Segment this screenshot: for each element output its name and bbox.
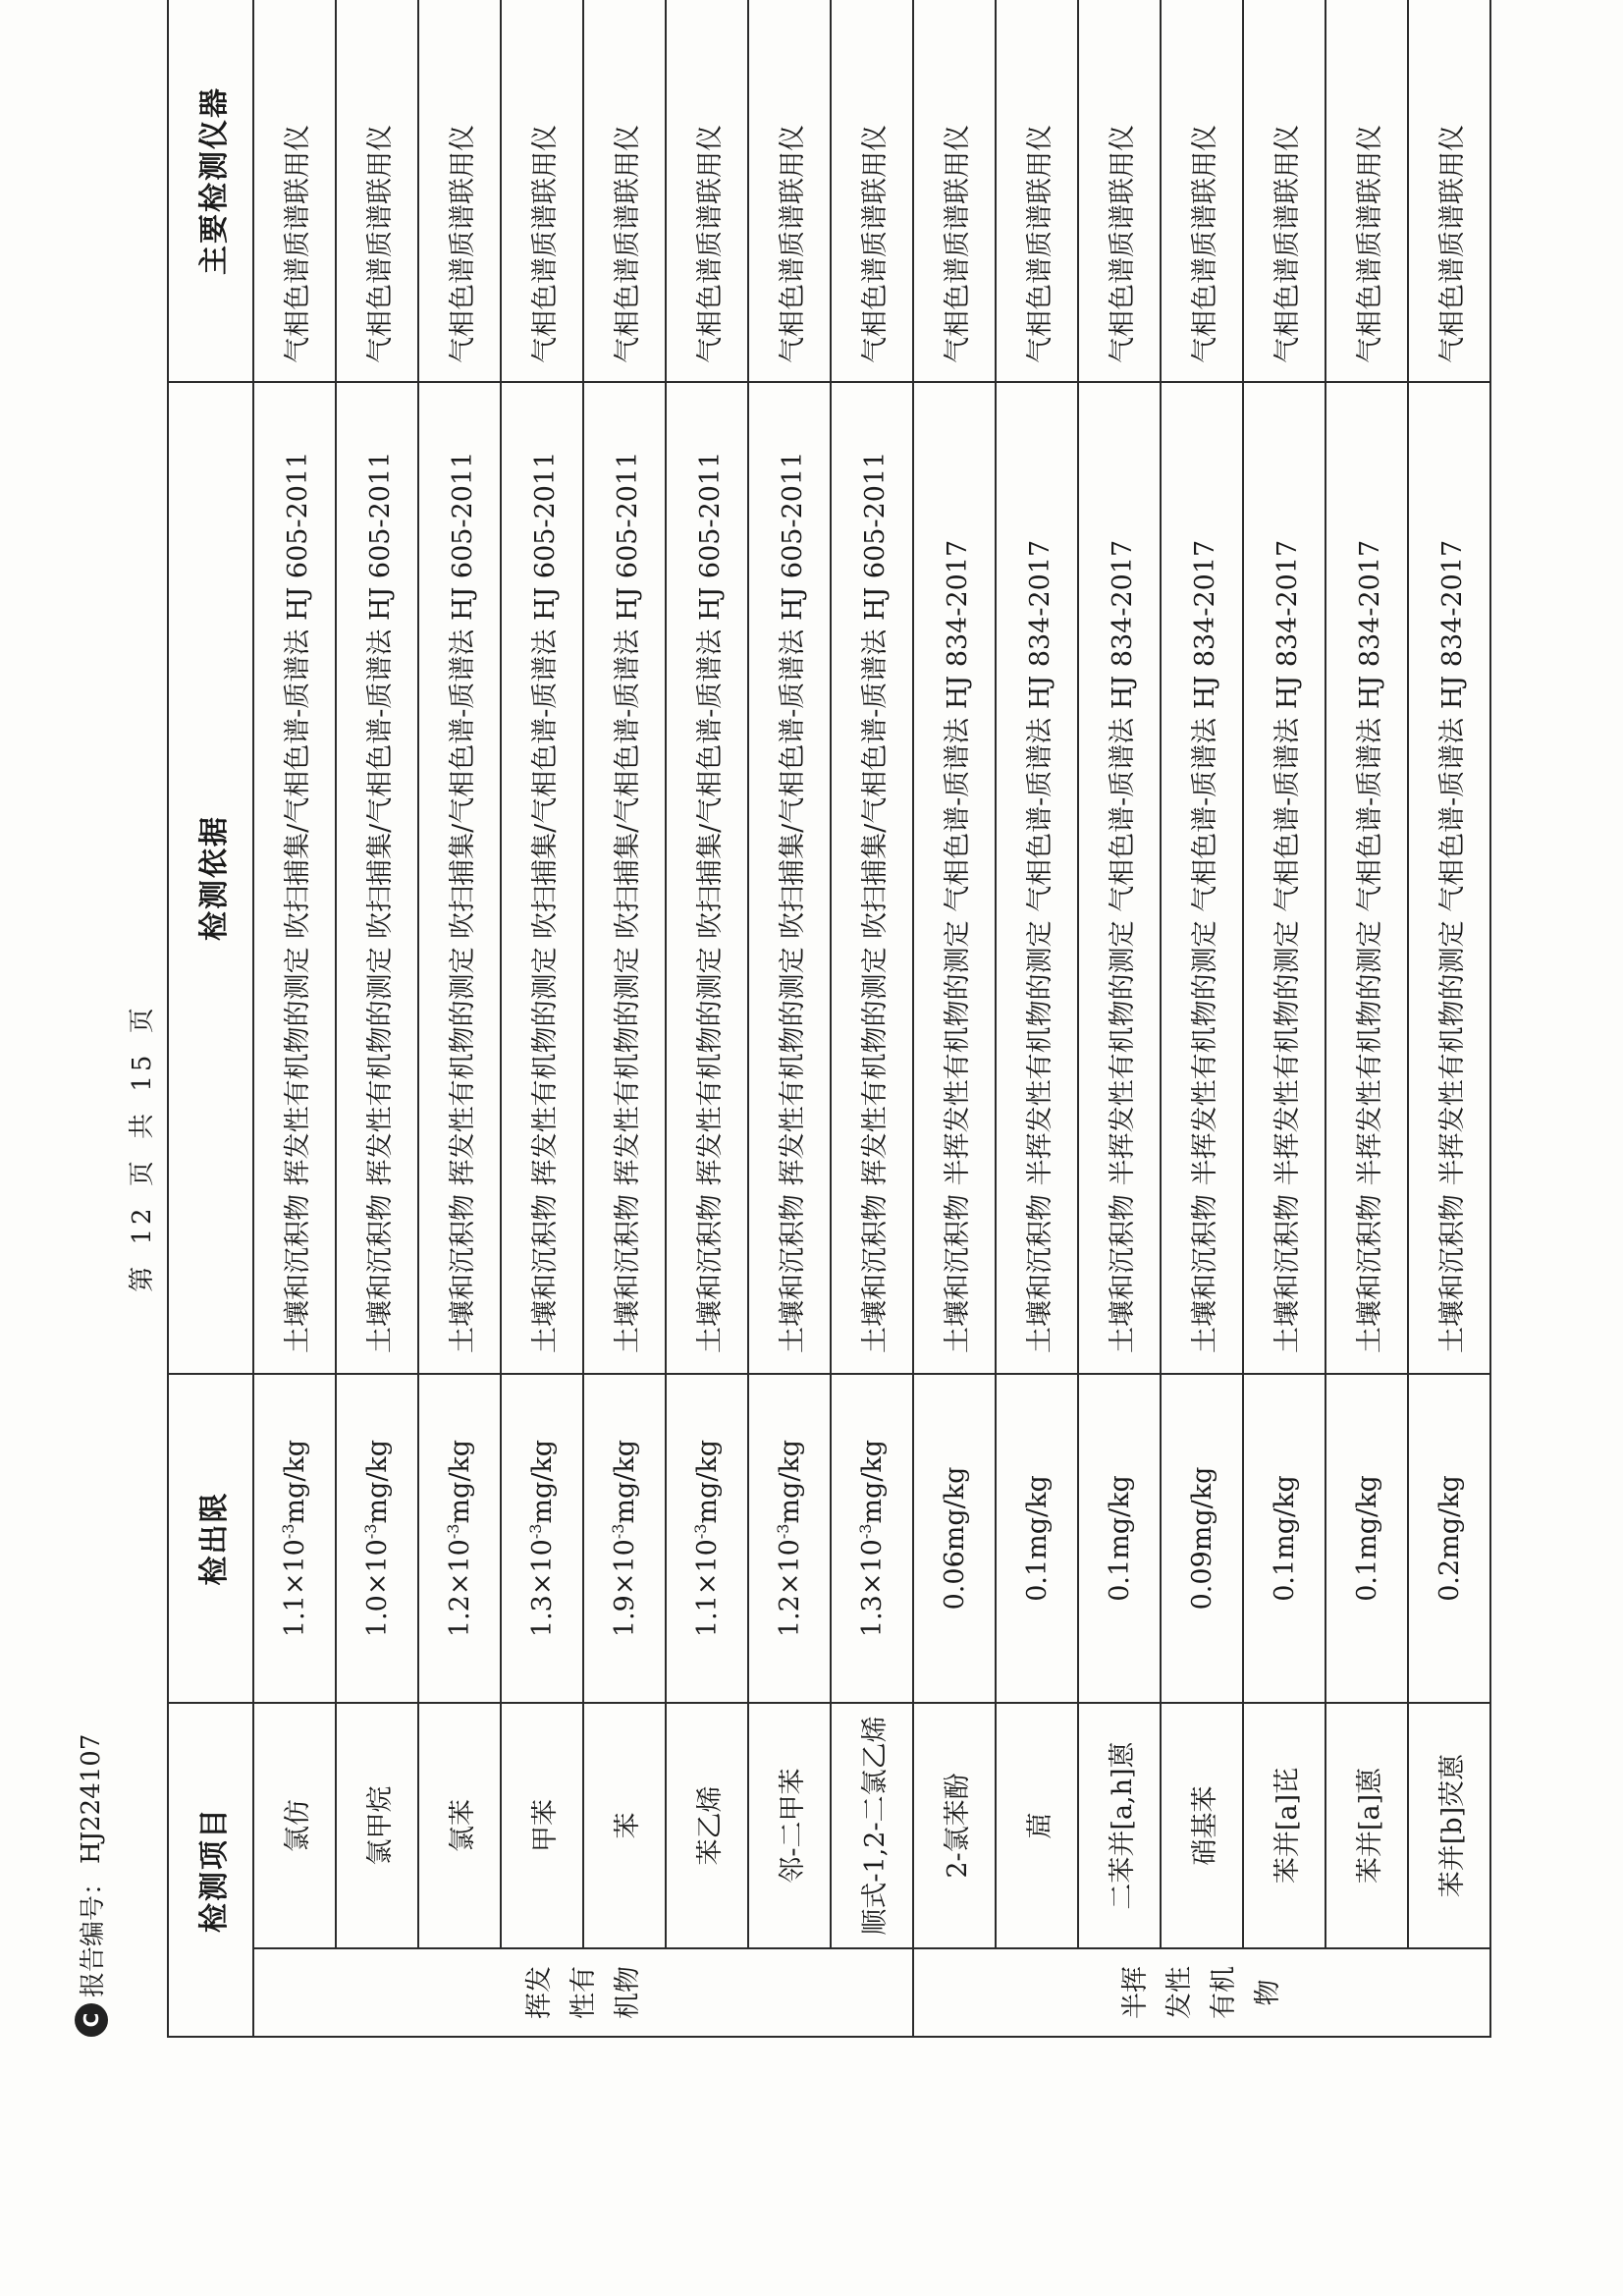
limit-unit: mg/kg bbox=[775, 1439, 805, 1524]
limit-cell bbox=[1243, 1374, 1325, 1703]
table-row bbox=[253, 0, 336, 2037]
instrument-cell: 气相色谱质谱联用仪 bbox=[1243, 0, 1325, 382]
item-cell: 氯甲烷 bbox=[336, 1703, 418, 1948]
limit-value: 0.1mg/kg bbox=[1021, 1475, 1053, 1602]
basis-cell: 土壤和沉积物 挥发性有机物的测定 吹扫捕集/气相色谱-质谱法 HJ 605-2011 bbox=[336, 382, 418, 1374]
item-cell: 邻-二甲苯 bbox=[748, 1703, 831, 1948]
basis-cell: 土壤和沉积物 半挥发性有机物的测定 气相色谱-质谱法 HJ 834-2017 bbox=[1408, 382, 1490, 1374]
instrument-cell: 气相色谱质谱联用仪 bbox=[913, 0, 996, 382]
table-row bbox=[1161, 0, 1243, 2037]
limit-unit: mg/kg bbox=[857, 1439, 888, 1524]
instrument-cell: 气相色谱质谱联用仪 bbox=[748, 0, 831, 382]
limit-cell bbox=[418, 1374, 501, 1703]
page-number: 第 12 页 共 15 页 bbox=[128, 1004, 157, 1292]
limit-value: 0.09mg/kg bbox=[1186, 1466, 1217, 1611]
limit-cell bbox=[913, 1374, 996, 1703]
limit-exponent: -3 bbox=[691, 1523, 710, 1540]
basis-cell: 土壤和沉积物 半挥发性有机物的测定 气相色谱-质谱法 HJ 834-2017 bbox=[913, 382, 996, 1374]
instrument-cell: 气相色谱质谱联用仪 bbox=[336, 0, 418, 382]
instrument-cell: 气相色谱质谱联用仪 bbox=[1161, 0, 1243, 382]
category-cell: 半挥发性有机物 bbox=[913, 1948, 1490, 2037]
limit-exponent: -3 bbox=[774, 1523, 792, 1540]
limit-cell bbox=[253, 1374, 336, 1703]
basis-cell: 土壤和沉积物 挥发性有机物的测定 吹扫捕集/气相色谱-质谱法 HJ 605-2011 bbox=[666, 382, 748, 1374]
item-cell: 苯 bbox=[583, 1703, 666, 1948]
limit-value: 0.06mg/kg bbox=[939, 1466, 970, 1611]
limit-exponent: -3 bbox=[361, 1523, 380, 1540]
limit-value: 0.1mg/kg bbox=[1104, 1475, 1135, 1602]
limit-unit: mg/kg bbox=[527, 1439, 558, 1524]
table-row bbox=[996, 0, 1078, 2037]
table-row bbox=[1408, 0, 1490, 2037]
limit-cell bbox=[831, 1374, 913, 1703]
item-cell: 硝基苯 bbox=[1161, 1703, 1243, 1948]
basis-cell: 土壤和沉积物 半挥发性有机物的测定 气相色谱-质谱法 HJ 834-2017 bbox=[1078, 382, 1161, 1374]
instrument-cell: 气相色谱质谱联用仪 bbox=[583, 0, 666, 382]
table-body bbox=[253, 0, 1490, 2037]
table-row bbox=[1078, 0, 1161, 2037]
table-row bbox=[831, 0, 913, 2037]
limit-cell bbox=[666, 1374, 748, 1703]
table-row bbox=[913, 0, 996, 2037]
table-row bbox=[666, 0, 748, 2037]
instrument-cell: 气相色谱质谱联用仪 bbox=[501, 0, 583, 382]
limit-unit: mg/kg bbox=[445, 1439, 475, 1524]
item-cell: 甲苯 bbox=[501, 1703, 583, 1948]
limit-cell bbox=[1161, 1374, 1243, 1703]
limit-value: 0.2mg/kg bbox=[1434, 1475, 1465, 1602]
instrument-cell: 气相色谱质谱联用仪 bbox=[1325, 0, 1408, 382]
basis-cell: 土壤和沉积物 挥发性有机物的测定 吹扫捕集/气相色谱-质谱法 HJ 605-2011 bbox=[748, 382, 831, 1374]
table-row bbox=[336, 0, 418, 2037]
basis-cell: 土壤和沉积物 半挥发性有机物的测定 气相色谱-质谱法 HJ 834-2017 bbox=[996, 382, 1078, 1374]
category-cell: 挥发性有机物 bbox=[253, 1948, 913, 2037]
basis-cell: 土壤和沉积物 半挥发性有机物的测定 气相色谱-质谱法 HJ 834-2017 bbox=[1161, 382, 1243, 1374]
basis-cell: 土壤和沉积物 挥发性有机物的测定 吹扫捕集/气相色谱-质谱法 HJ 605-2011 bbox=[253, 382, 336, 1374]
limit-unit: mg/kg bbox=[280, 1439, 310, 1524]
instrument-cell: 气相色谱质谱联用仪 bbox=[1408, 0, 1490, 382]
report-number: HJ224107 bbox=[76, 1733, 106, 1864]
table-row bbox=[1325, 0, 1408, 2037]
item-cell: 苯并[a]芘 bbox=[1243, 1703, 1325, 1948]
item-cell: 苯并[a]蒽 bbox=[1325, 1703, 1408, 1948]
header-limit: 检出限 bbox=[168, 1374, 253, 1703]
table-row bbox=[418, 0, 501, 2037]
report-number-label: 报告编号： bbox=[79, 1869, 108, 1997]
limit-exponent: -3 bbox=[526, 1523, 545, 1540]
item-cell: 顺式-1,2-二氯乙烯 bbox=[831, 1703, 913, 1948]
instrument-cell: 气相色谱质谱联用仪 bbox=[253, 0, 336, 382]
basis-cell: 土壤和沉积物 挥发性有机物的测定 吹扫捕集/气相色谱-质谱法 HJ 605-2011 bbox=[583, 382, 666, 1374]
item-cell: 氯仿 bbox=[253, 1703, 336, 1948]
report-header bbox=[73, 1734, 109, 2037]
limit-value: 0.1mg/kg bbox=[1269, 1475, 1300, 1602]
limit-unit: mg/kg bbox=[362, 1439, 393, 1524]
limit-cell bbox=[583, 1374, 666, 1703]
basis-cell: 土壤和沉积物 半挥发性有机物的测定 气相色谱-质谱法 HJ 834-2017 bbox=[1243, 382, 1325, 1374]
limit-cell bbox=[1078, 1374, 1161, 1703]
item-cell: 2-氯苯酚 bbox=[913, 1703, 996, 1948]
item-cell: 䓛 bbox=[996, 1703, 1078, 1948]
header-item: 检测项目 bbox=[168, 1703, 253, 2037]
header-instrument: 主要检测仪器 bbox=[168, 0, 253, 382]
table-header-row bbox=[168, 0, 253, 2037]
limit-cell bbox=[996, 1374, 1078, 1703]
table-row bbox=[583, 0, 666, 2037]
limit-cell bbox=[336, 1374, 418, 1703]
limit-exponent: -3 bbox=[609, 1523, 627, 1540]
basis-cell: 土壤和沉积物 挥发性有机物的测定 吹扫捕集/气相色谱-质谱法 HJ 605-2011 bbox=[831, 382, 913, 1374]
header-basis: 检测依据 bbox=[168, 382, 253, 1374]
item-cell: 二苯并[a,h]蒽 bbox=[1078, 1703, 1161, 1948]
table-row bbox=[1243, 0, 1325, 2037]
instrument-cell: 气相色谱质谱联用仪 bbox=[666, 0, 748, 382]
limit-value: 1.0×10 bbox=[362, 1539, 393, 1638]
limit-exponent: -3 bbox=[444, 1523, 462, 1540]
table-row bbox=[748, 0, 831, 2037]
limit-value: 1.3×10 bbox=[857, 1539, 888, 1638]
limit-cell bbox=[748, 1374, 831, 1703]
item-cell: 苯并[b]荧蒽 bbox=[1408, 1703, 1490, 1948]
item-cell: 氯苯 bbox=[418, 1703, 501, 1948]
limit-value: 1.1×10 bbox=[280, 1539, 310, 1638]
limit-cell bbox=[501, 1374, 583, 1703]
instrument-cell: 气相色谱质谱联用仪 bbox=[996, 0, 1078, 382]
basis-cell: 土壤和沉积物 挥发性有机物的测定 吹扫捕集/气相色谱-质谱法 HJ 605-2011 bbox=[501, 382, 583, 1374]
table-row bbox=[501, 0, 583, 2037]
limit-cell bbox=[1408, 1374, 1490, 1703]
detection-methods-table bbox=[167, 0, 1491, 2038]
limit-value: 1.3×10 bbox=[527, 1539, 558, 1638]
limit-value: 1.2×10 bbox=[775, 1539, 805, 1638]
limit-cell bbox=[1325, 1374, 1408, 1703]
limit-value: 1.1×10 bbox=[692, 1539, 723, 1638]
basis-cell: 土壤和沉积物 半挥发性有机物的测定 气相色谱-质谱法 HJ 834-2017 bbox=[1325, 382, 1408, 1374]
instrument-cell: 气相色谱质谱联用仪 bbox=[831, 0, 913, 382]
limit-unit: mg/kg bbox=[692, 1439, 723, 1524]
limit-unit: mg/kg bbox=[610, 1439, 640, 1524]
limit-value: 0.1mg/kg bbox=[1351, 1475, 1382, 1602]
limit-value: 1.2×10 bbox=[445, 1539, 475, 1638]
limit-value: 1.9×10 bbox=[610, 1539, 640, 1638]
instrument-cell: 气相色谱质谱联用仪 bbox=[418, 0, 501, 382]
limit-exponent: -3 bbox=[279, 1523, 298, 1540]
company-logo-icon: C bbox=[75, 2003, 108, 2037]
basis-cell: 土壤和沉积物 挥发性有机物的测定 吹扫捕集/气相色谱-质谱法 HJ 605-2011 bbox=[418, 382, 501, 1374]
item-cell: 苯乙烯 bbox=[666, 1703, 748, 1948]
instrument-cell: 气相色谱质谱联用仪 bbox=[1078, 0, 1161, 382]
limit-exponent: -3 bbox=[856, 1523, 875, 1540]
